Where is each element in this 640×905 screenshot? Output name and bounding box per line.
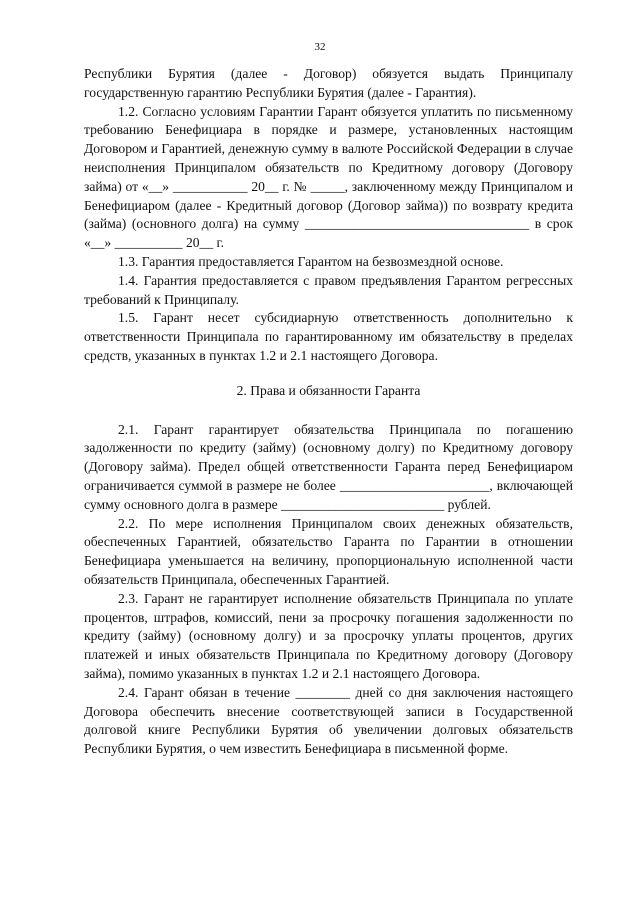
paragraph-2-3: 2.3. Гарант не гарантирует исполнение обязательств Принципала по уплате процентов, штрафов, комиссий, пени за просрочку погашения задолженности по кредиту (займу) (основному долгу) и за просрочку уплаты процентов, других платежей и иных обязательств Принципала по Кредитному договору (Договору займа), помимо указанных в пунктах 1.2 и 2.1 настоящего Договора. [84, 590, 573, 681]
paragraph-continuation: Республики Бурятия (далее - Договор) обязуется выдать Принципалу государственную гарантию Республики Бурятия (далее - Гарантия). [84, 66, 573, 100]
paragraph-1-3: 1.3. Гарантия предоставляется Гарантом на безвозмездной основе. [118, 253, 504, 269]
paragraph-1-2: 1.2. Согласно условиям Гарантии Гарант обязуется уплатить по письменному требованию Бенефициара в порядке и размере, установленных настоящим Договором и Гарантией, денежную сумму в валюте Российской Федерации в случае неисполнения Принципалом обязательств по Кредитному договору (Договору займа) от «__» ___________ 20__ г. № _____, заключенному между Принципалом и Бенефициаром (далее - Кредитный договор (Договор займа)) по возврату кредита (займа) (основного долга) на сумму _________________________________ в срок «__» __________ 20__ г. [84, 103, 573, 251]
paragraph-2-4: 2.4. Гарант обязан в течение ________ дней со дня заключения настоящего Договора обеспечить внесение соответствующей записи в Государственной долговой книге Республики Бурятия об увеличении долговых обязательств Республики Бурятия, о чем известить Бенефициара в письменной форме. [84, 684, 573, 757]
section-heading: 2. Права и обязанности Гаранта [236, 382, 421, 398]
paragraph-2-1: 2.1. Гарант гарантирует обязательства Принципала по погашению задолженности по кредиту (займу) (основному долгу) по Кредитному договору (Договору займа). Предел общей ответственности Гаранта перед Бенефициаром ограничивается суммой в размере не более ______________________, включающей сумму основного долга в размере ________________________ рублей. [84, 421, 573, 512]
paragraph-1-5: 1.5. Гарант несет субсидиарную ответственность дополнительно к ответственности Принципала по гарантированному им обязательству в пределах средств, указанных в пунктах 1.2 и 2.1 настоящего Договора. [84, 310, 573, 363]
document-body [84, 65, 573, 759]
page-number: 32 [314, 41, 326, 53]
paragraph-1-4: 1.4. Гарантия предоставляется с правом предъявления Гарантом регрессных требований к Принципалу. [84, 272, 573, 307]
paragraph-2-2: 2.2. По мере исполнения Принципалом своих денежных обязательств, обеспеченных Гарантией, обязательство Гаранта по Гарантии в отношении Бенефициара уменьшается на величину, пропорциональную исполненной части обязательств Принципала, обеспеченных Гарантией. [84, 515, 573, 587]
